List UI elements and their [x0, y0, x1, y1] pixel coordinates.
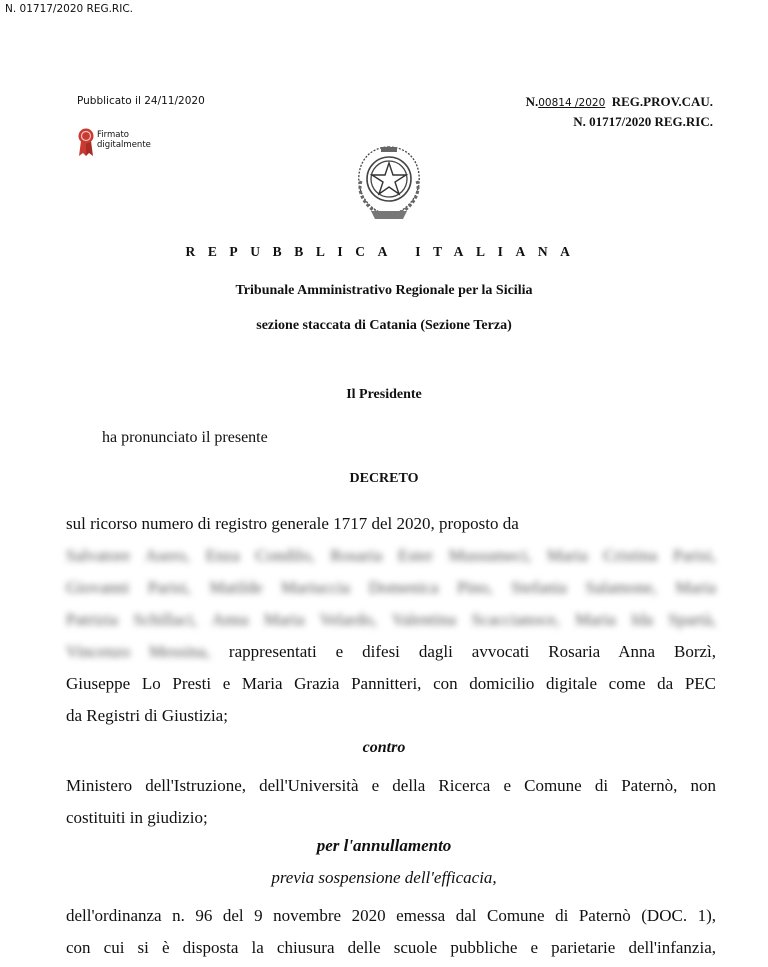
represented-text: rappresentati e difesi dagli avvocati Rosaria Anna Borzì,	[228, 642, 717, 661]
court-section: sezione staccata di Catania (Sezione Terza)	[256, 318, 512, 333]
italian-republic-emblem-icon	[351, 141, 427, 228]
signed-line1: Firmato	[97, 130, 129, 140]
represented-line	[66, 636, 716, 668]
contro-heading: contro	[362, 739, 406, 756]
represented-line: da Registri di Giustizia;	[66, 706, 228, 725]
ordinance-line: dell'ordinanza n. 96 del 9 novembre 2020 emessa dal Comune di Paternò (DOC. 1),	[66, 906, 716, 925]
reg-ric-number: N. 01717/2020 REG.RIC.	[573, 114, 713, 129]
annulment-heading: per l'annullamento	[316, 836, 452, 855]
redacted-names-line: Salvatore Asero, Enza Condilo, Rosaria Ester Mussumeci, Maria Cristina Parisi,	[66, 546, 716, 565]
header-reference: N. 01717/2020 REG.RIC.	[5, 3, 133, 15]
reg-prov-number	[526, 94, 713, 110]
reg-prov-prefix: N.	[525, 94, 539, 109]
ordinance-paragraph	[66, 900, 716, 964]
seal-icon	[78, 127, 94, 162]
decree-heading: DECRETO	[349, 471, 419, 486]
pronounced-text: ha pronunciato il presente	[102, 429, 268, 446]
respondents-paragraph	[66, 770, 716, 834]
redacted-names-line: Patrizia Schillaci, Anna Maria Velardo, Valentina Scaccianoce, Maria Ida Spartà,	[66, 610, 716, 629]
respondents-line: costituiti in giudizio;	[66, 808, 208, 827]
president-heading: Il Presidente	[346, 387, 422, 402]
reg-prov-suffix: REG.PROV.CAU.	[611, 94, 713, 109]
respondents-line: Ministero dell'Istruzione, dell'Università e della Ricerca e Comune di Paternò, non	[66, 776, 716, 795]
redacted-names-line: Giovanni Parisi, Matilde Mariuccia Domenica Pino, Stefania Salamone, Maria	[66, 578, 716, 597]
publication-date: Pubblicato il 24/11/2020	[77, 95, 205, 107]
represented-line: Giuseppe Lo Presti e Maria Grazia Pannitteri, con domicilio digitale come da PEC	[66, 674, 716, 693]
reg-prov-number-value: 00814 /2020	[538, 97, 606, 109]
redacted-name: Vincenzo Messina,	[66, 642, 210, 661]
republic-heading: REPUBBLICA ITALIANA	[185, 244, 583, 259]
ordinance-line: con cui si è disposta la chiusura delle scuole pubbliche e parietarie dell'infanzia,	[66, 938, 716, 957]
appeal-line: sul ricorso numero di registro generale 1717 del 2020, proposto da	[66, 514, 519, 533]
suspension-subheading: previa sospensione dell'efficacia,	[271, 868, 497, 887]
signed-label	[97, 130, 151, 150]
appeal-paragraph	[66, 508, 716, 732]
signed-line2: digitalmente	[97, 140, 151, 150]
court-name: Tribunale Amministrativo Regionale per la Sicilia	[235, 283, 533, 298]
digital-signature-badge	[78, 127, 151, 162]
